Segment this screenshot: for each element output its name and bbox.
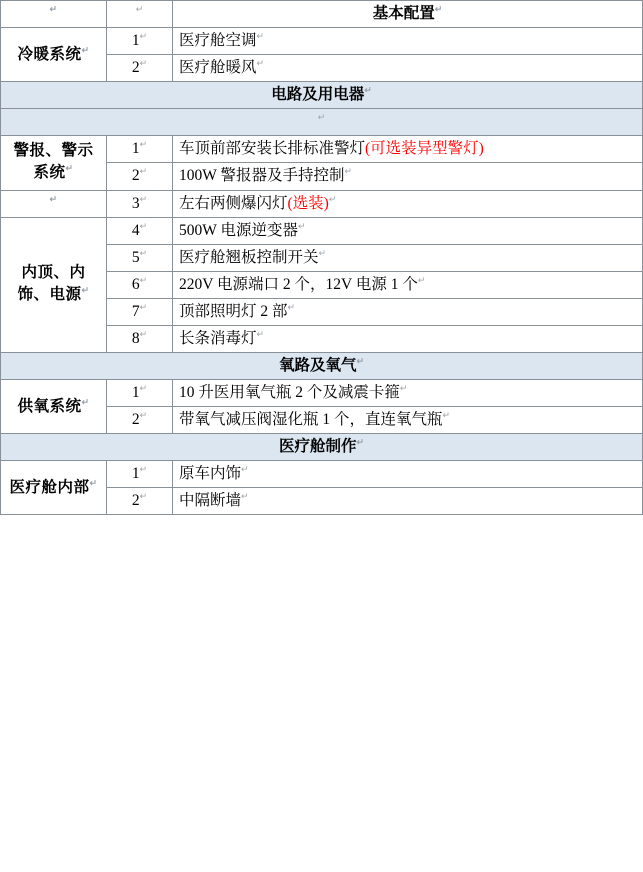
paragraph-mark-icon: ↵ bbox=[256, 58, 265, 69]
paragraph-mark-icon: ↵ bbox=[256, 31, 265, 42]
paragraph-mark-icon: ↵ bbox=[139, 274, 148, 285]
paragraph-mark-icon: ↵ bbox=[399, 383, 408, 394]
cell-category: 冷暖系统↵ bbox=[1, 28, 107, 82]
paragraph-mark-icon: ↵ bbox=[287, 301, 296, 312]
paragraph-mark-icon: ↵ bbox=[356, 437, 365, 448]
section-row bbox=[1, 82, 643, 109]
paragraph-mark-icon: ↵ bbox=[434, 4, 443, 14]
section-label: 电路及用电器↵ bbox=[1, 82, 643, 109]
cell-description: 原车内饰↵ bbox=[173, 461, 643, 488]
cell-number: 2↵ bbox=[107, 55, 173, 82]
section-blank-label bbox=[1, 109, 643, 136]
cell-description: 长条消毒灯↵ bbox=[173, 325, 643, 352]
paragraph-mark-icon: ↵ bbox=[49, 4, 58, 14]
cell-category: 医疗舱内部↵ bbox=[1, 461, 107, 515]
paragraph-mark-icon: ↵ bbox=[297, 220, 306, 231]
paragraph-mark-icon: ↵ bbox=[81, 44, 90, 55]
paragraph-mark-icon: ↵ bbox=[139, 383, 148, 394]
cell-number: 4↵ bbox=[107, 217, 173, 244]
cell-description: 左右两侧爆闪灯(选装)↵ bbox=[173, 190, 643, 217]
paragraph-mark-icon: ↵ bbox=[89, 477, 98, 488]
page-title: 基本配置 bbox=[372, 5, 435, 23]
paragraph-mark-icon: ↵ bbox=[139, 139, 148, 150]
cell-number: 1↵ bbox=[107, 461, 173, 488]
cell-description: 顶部照明灯 2 部↵ bbox=[173, 298, 643, 325]
optional-note: (选装) bbox=[287, 194, 329, 212]
table-row bbox=[1, 28, 643, 55]
cell-description: 100W 警报器及手持控制↵ bbox=[173, 163, 643, 190]
optional-note: (可选装异型警灯) bbox=[365, 139, 484, 157]
paragraph-mark-icon: ↵ bbox=[344, 166, 353, 177]
paragraph-mark-icon: ↵ bbox=[241, 464, 249, 475]
table-row bbox=[1, 461, 643, 488]
cell-number: 5↵ bbox=[107, 244, 173, 271]
cell-number: 2↵ bbox=[107, 163, 173, 190]
cell-number: 1↵ bbox=[107, 136, 173, 163]
paragraph-mark-icon: ↵ bbox=[139, 193, 148, 204]
cell-number: 7↵ bbox=[107, 298, 173, 325]
cell-number: 1↵ bbox=[107, 28, 173, 55]
paragraph-mark-icon: ↵ bbox=[317, 112, 326, 123]
paragraph-mark-icon: ↵ bbox=[139, 58, 148, 69]
paragraph-mark-icon: ↵ bbox=[139, 31, 148, 42]
cell-category: 供氧系统↵ bbox=[1, 380, 107, 434]
cell-number: 2↵ bbox=[107, 407, 173, 434]
cell-description: 医疗舱翘板控制开关↵ bbox=[173, 244, 643, 271]
paragraph-mark-icon: ↵ bbox=[139, 328, 148, 339]
section-label: 氧路及氧气↵ bbox=[1, 353, 643, 380]
paragraph-mark-icon: ↵ bbox=[139, 247, 148, 258]
table-row bbox=[1, 1, 643, 28]
cell-description: 车顶前部安装长排标准警灯(可选装异型警灯) bbox=[173, 136, 643, 163]
paragraph-mark-icon: ↵ bbox=[442, 410, 451, 421]
section-row-blank bbox=[1, 109, 643, 136]
cell-number: 1↵ bbox=[107, 380, 173, 407]
table-row bbox=[1, 380, 643, 407]
section-row bbox=[1, 353, 643, 380]
cell-description: 500W 电源逆变器↵ bbox=[173, 217, 643, 244]
cell-category: 内顶、内饰、电源↵ bbox=[1, 217, 107, 352]
paragraph-mark-icon: ↵ bbox=[256, 328, 265, 339]
paragraph-mark-icon: ↵ bbox=[49, 193, 58, 204]
paragraph-mark-icon: ↵ bbox=[139, 491, 148, 502]
cell-category: 警报、警示系统↵ bbox=[1, 136, 107, 190]
paragraph-mark-icon: ↵ bbox=[356, 356, 365, 367]
paragraph-mark-icon: ↵ bbox=[139, 301, 148, 312]
cell-description: 带氧气减压阀湿化瓶 1 个，直连氧气瓶↵ bbox=[173, 407, 643, 434]
cell-number: 6↵ bbox=[107, 271, 173, 298]
cell-number: 8↵ bbox=[107, 325, 173, 352]
cell-description: 医疗舱空调↵ bbox=[173, 28, 643, 55]
cell-description: 10 升医用氧气瓶 2 个及减震卡箍↵ bbox=[173, 380, 643, 407]
paragraph-mark-icon: ↵ bbox=[135, 4, 144, 14]
paragraph-mark-icon: ↵ bbox=[139, 166, 148, 177]
table-body bbox=[1, 1, 643, 515]
cell-description: 医疗舱暖风↵ bbox=[173, 55, 643, 82]
paragraph-mark-icon: ↵ bbox=[139, 220, 148, 231]
paragraph-mark-icon: ↵ bbox=[364, 85, 372, 96]
paragraph-mark-icon: ↵ bbox=[241, 491, 249, 502]
section-label: 医疗舱制作↵ bbox=[1, 434, 643, 461]
paragraph-mark-icon: ↵ bbox=[139, 410, 148, 421]
cell-category bbox=[1, 1, 107, 28]
cell-description: 220V 电源端口 2 个，12V 电源 1 个↵ bbox=[173, 271, 643, 298]
cell-description: 中隔断墙↵ bbox=[173, 488, 643, 515]
table-row bbox=[1, 190, 643, 217]
paragraph-mark-icon: ↵ bbox=[81, 285, 90, 296]
paragraph-mark-icon: ↵ bbox=[318, 247, 327, 258]
paragraph-mark-icon: ↵ bbox=[139, 464, 148, 475]
cell-category bbox=[1, 190, 107, 217]
cell-number: 3↵ bbox=[107, 190, 173, 217]
paragraph-mark-icon: ↵ bbox=[65, 163, 74, 174]
cell-number bbox=[107, 1, 173, 28]
table-row bbox=[1, 136, 643, 163]
paragraph-mark-icon: ↵ bbox=[81, 396, 90, 407]
table-row bbox=[1, 217, 643, 244]
section-row bbox=[1, 434, 643, 461]
paragraph-mark-icon: ↵ bbox=[417, 274, 426, 285]
cell-title bbox=[173, 1, 643, 28]
cell-number: 2↵ bbox=[107, 488, 173, 515]
paragraph-mark-icon: ↵ bbox=[328, 193, 337, 204]
